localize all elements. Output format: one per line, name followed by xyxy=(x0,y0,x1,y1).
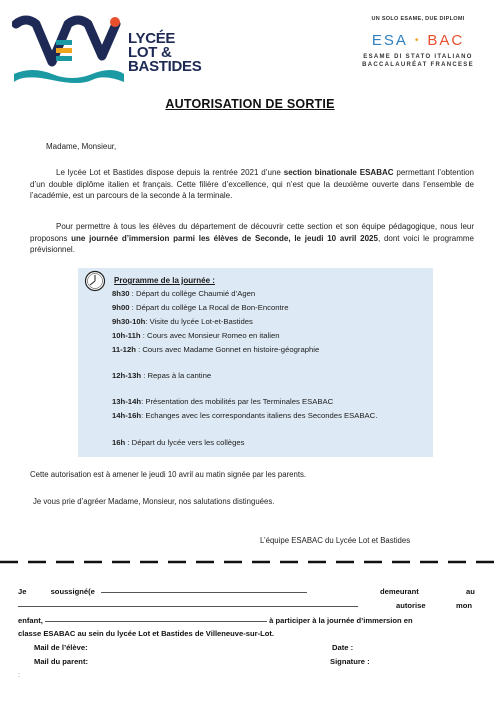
programme-text: : Cours avec Madame Gonnet en histoire-géographie xyxy=(135,345,320,354)
closing-instruction: Cette autorisation est à amener le jeudi 10 avril au matin signée par les parents. xyxy=(30,470,307,479)
form-autorise: autorise xyxy=(396,601,426,610)
invitation-text-bold: une journée d’immersion parmi les élèves de Seconde, le jeudi 10 avril 2025 xyxy=(71,233,378,243)
form-participer: à participer à la journée d’immersion en xyxy=(269,616,413,625)
logo-line-2: LOT & xyxy=(128,44,172,61)
programme-item xyxy=(112,288,422,299)
programme-time: 9h30-10h xyxy=(112,317,146,326)
programme-time: 14h-16h xyxy=(112,411,142,420)
intro-paragraph xyxy=(30,167,474,202)
form-mon: mon xyxy=(456,601,473,610)
form-row-6 xyxy=(18,657,480,666)
salutation: Madame, Monsieur, xyxy=(46,142,117,151)
programme-item xyxy=(112,370,422,381)
programme-text: : Départ du lycée vers les collèges xyxy=(125,438,245,447)
programme-text: : Départ du collège La Rocal de Bon-Encontre xyxy=(129,303,289,312)
intro-text-a: Le lycée Lot et Bastides dispose depuis la rentrée 2021 d’une xyxy=(56,168,284,177)
programme-item xyxy=(112,316,422,327)
signature-label: Signature : xyxy=(330,657,370,666)
form-soussigne: soussigné(e xyxy=(50,587,95,596)
programme-time: 11-12h xyxy=(112,345,136,354)
programme-text: : Visite du lycée Lot-et-Bastides xyxy=(145,317,253,326)
invitation-text-a: Pour permettre à tous les élèves du département de découvrir cette section et son équipe pédagogique, nous leur proposons xyxy=(30,222,474,243)
programme-time: 16h xyxy=(112,438,126,447)
document-title: AUTORISATION DE SORTIE xyxy=(165,97,335,111)
programme-title: Programme de la journée : xyxy=(114,276,215,285)
form-au: au xyxy=(466,587,475,596)
form-row-4: classe ESABAC au sein du lycée Lot et Bastides de Villeneuve-sur-Lot. xyxy=(18,629,275,638)
parent-mail-label: Mail du parent: xyxy=(34,657,89,666)
lycee-logo-icon xyxy=(12,14,124,86)
programme-item xyxy=(112,344,422,355)
programme-text: : Repas à la cantine xyxy=(141,371,212,380)
form-je: Je xyxy=(18,587,27,596)
clock-icon xyxy=(84,270,106,292)
form-row-1 xyxy=(18,587,480,596)
form-enfant: enfant, xyxy=(18,616,43,625)
cut-line-divider xyxy=(0,560,500,564)
form-row-5 xyxy=(18,643,480,652)
form-row-2 xyxy=(18,601,480,610)
programme-text: : Départ du collège Chaumié d’Agen xyxy=(129,289,256,298)
form-row-3 xyxy=(18,616,480,625)
form-stray-colon: : xyxy=(18,670,21,679)
name-field[interactable] xyxy=(101,592,307,593)
esabac-subtitle xyxy=(348,53,488,69)
programme-time: 8h30 xyxy=(112,289,130,298)
programme-text: : Cours avec Monsieur Romeo en italien xyxy=(140,331,280,340)
esabac-sub-french: BACCALAURÉAT FRANCESE xyxy=(362,62,474,68)
logo-line-3: BASTIDES xyxy=(128,58,202,75)
address-field[interactable] xyxy=(18,606,358,607)
child-name-field[interactable] xyxy=(45,621,267,622)
programme-text: : Présentation des mobilités par les Terminales ESABAC xyxy=(141,397,334,406)
esabac-logo xyxy=(348,16,488,69)
invitation-text-c: , dont voici le programme prévisionnel. xyxy=(30,233,474,254)
intro-text-c: permettant l’obtention d’un double diplôme italien et français. Cette filière d’excellence, qui n’est que la deuxième ouverte dans l’ensemble de l’académie, est un parcours de la seconde à la terminale. xyxy=(30,168,474,200)
bac-text: BAC xyxy=(427,32,465,49)
programme-item xyxy=(112,437,422,448)
form-demeurant: demeurant xyxy=(380,587,419,596)
programme-time: 12h-13h xyxy=(112,371,142,380)
esabac-wordmark xyxy=(348,32,488,49)
esabac-sub-italian: ESAME DI STATO ITALIANO xyxy=(363,54,473,60)
programme-time: 13h-14h xyxy=(112,397,142,406)
programme-item xyxy=(112,302,422,313)
logo-line-1: LYCÉE xyxy=(128,30,176,47)
signature-line: L’équipe ESABAC du Lycée Lot et Bastides xyxy=(260,536,411,545)
programme-time: 10h-11h xyxy=(112,331,141,340)
programme-item xyxy=(112,396,422,407)
programme-time: 9h00 xyxy=(112,303,130,312)
invitation-paragraph xyxy=(30,221,474,256)
intro-text-bold: section binationale ESABAC xyxy=(283,168,394,177)
closing-salutation: Je vous prie d’agréer Madame, Monsieur, nos salutations distinguées. xyxy=(33,497,275,506)
esabac-tagline: UN SOLO ESAME, DUE DIPLOMI xyxy=(371,16,465,22)
date-label: Date : xyxy=(332,643,354,652)
lycee-logo-text xyxy=(128,32,201,74)
esa-text: ESA xyxy=(371,32,408,49)
programme-item xyxy=(112,410,422,421)
student-mail-label: Mail de l’élève: xyxy=(34,643,88,652)
programme-text: : Echanges avec les correspondants italiens des Secondes ESABAC. xyxy=(141,411,378,420)
programme-item xyxy=(112,330,422,341)
esabac-dot-icon: • xyxy=(414,35,421,46)
letterhead xyxy=(0,0,500,95)
